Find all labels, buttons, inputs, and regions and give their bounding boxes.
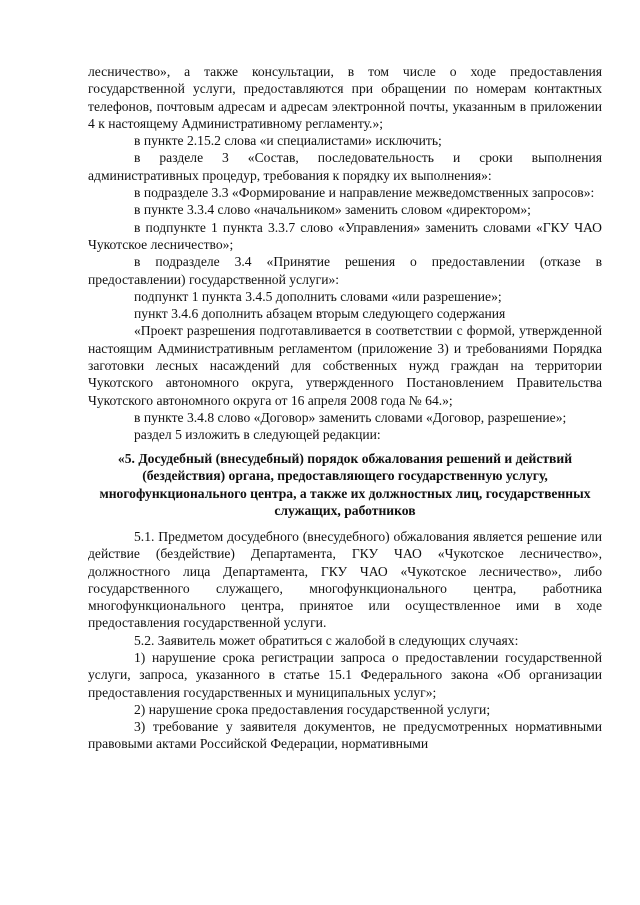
paragraph: 1) нарушение срока регистрации запроса о предоставлении государственной услуги, запроса, указанного в статье 15.1 Федерального закона «Об организации предоставления государственных и муниципальных услуг»;	[88, 649, 602, 700]
section-heading: «5. Досудебный (внесудебный) порядок обжалования решений и действий (бездействия) органа, предоставляющего государственную услугу, многофункционального центра, а также их должностных лиц, государственных служащих, работников	[99, 450, 591, 519]
paragraph-continuation: лесничество», а также консультации, в том числе о ходе предоставления государственной услуги, предоставляются при обращении по номерам контактных телефонов, почтовым адресам и адресам электронной почты, указанным в приложении 4 к настоящему Административному регламенту.»;	[88, 64, 602, 131]
paragraph: 5.1. Предметом досудебного (внесудебного) обжалования является решение или действие (бездействие) Департамента, ГКУ ЧАО «Чукотское лесничество», должностного лица Департамента, ГКУ ЧАО «Чукотское лесничество», либо государственного служащего, многофункционального центра, работника многофункционального центра, принятое или осуществленное ими в ходе предоставления государственной услуги.	[88, 528, 602, 631]
paragraph: «Проект разрешения подготавливается в соответствии с формой, утвержденной настоящим Административным регламентом (приложение 3) и требованиями Порядка заготовки лесных насаждений для собственных нужд граждан на территории Чукотского автономного округа, утвержденного Постановлением Правительства Чукотского автономного округа от 16 апреля 2008 года № 64.»;	[88, 323, 602, 408]
paragraph: в подразделе 3.3 «Формирование и направление межведомственных запросов»:	[134, 185, 595, 201]
paragraph: в пункте 3.4.8 слово «Договор» заменить словами «Договор, разрешение»;	[134, 409, 567, 425]
paragraph: в пункте 2.15.2 слова «и специалистами» исключить;	[134, 133, 442, 149]
paragraph: 5.2. Заявитель может обратиться с жалобой в следующих случаях:	[134, 632, 519, 648]
paragraph: в разделе 3 «Состав, последовательность и сроки выполнения административных процедур, требования к порядку их выполнения»:	[88, 150, 602, 183]
paragraph: в пункте 3.3.4 слово «начальником» заменить словом «директором»;	[134, 202, 531, 218]
paragraph: раздел 5 изложить в следующей редакции:	[134, 427, 381, 443]
paragraph: подпункт 1 пункта 3.4.5 дополнить словами «или разрешение»;	[134, 288, 502, 304]
paragraph: пункт 3.4.6 дополнить абзацем вторым следующего содержания	[134, 306, 506, 322]
document-body	[88, 63, 602, 753]
paragraph: в подпункте 1 пункта 3.3.7 слово «Управления» заменить словами «ГКУ ЧАО Чукотское лесничество»;	[88, 219, 602, 252]
paragraph: в подразделе 3.4 «Принятие решения о предоставлении (отказе в предоставлении) государственной услуги»:	[88, 254, 602, 287]
paragraph: 3) требование у заявителя документов, не предусмотренных нормативными правовыми актами Российской Федерации, нормативными	[88, 719, 602, 752]
paragraph: 2) нарушение срока предоставления государственной услуги;	[134, 701, 491, 717]
